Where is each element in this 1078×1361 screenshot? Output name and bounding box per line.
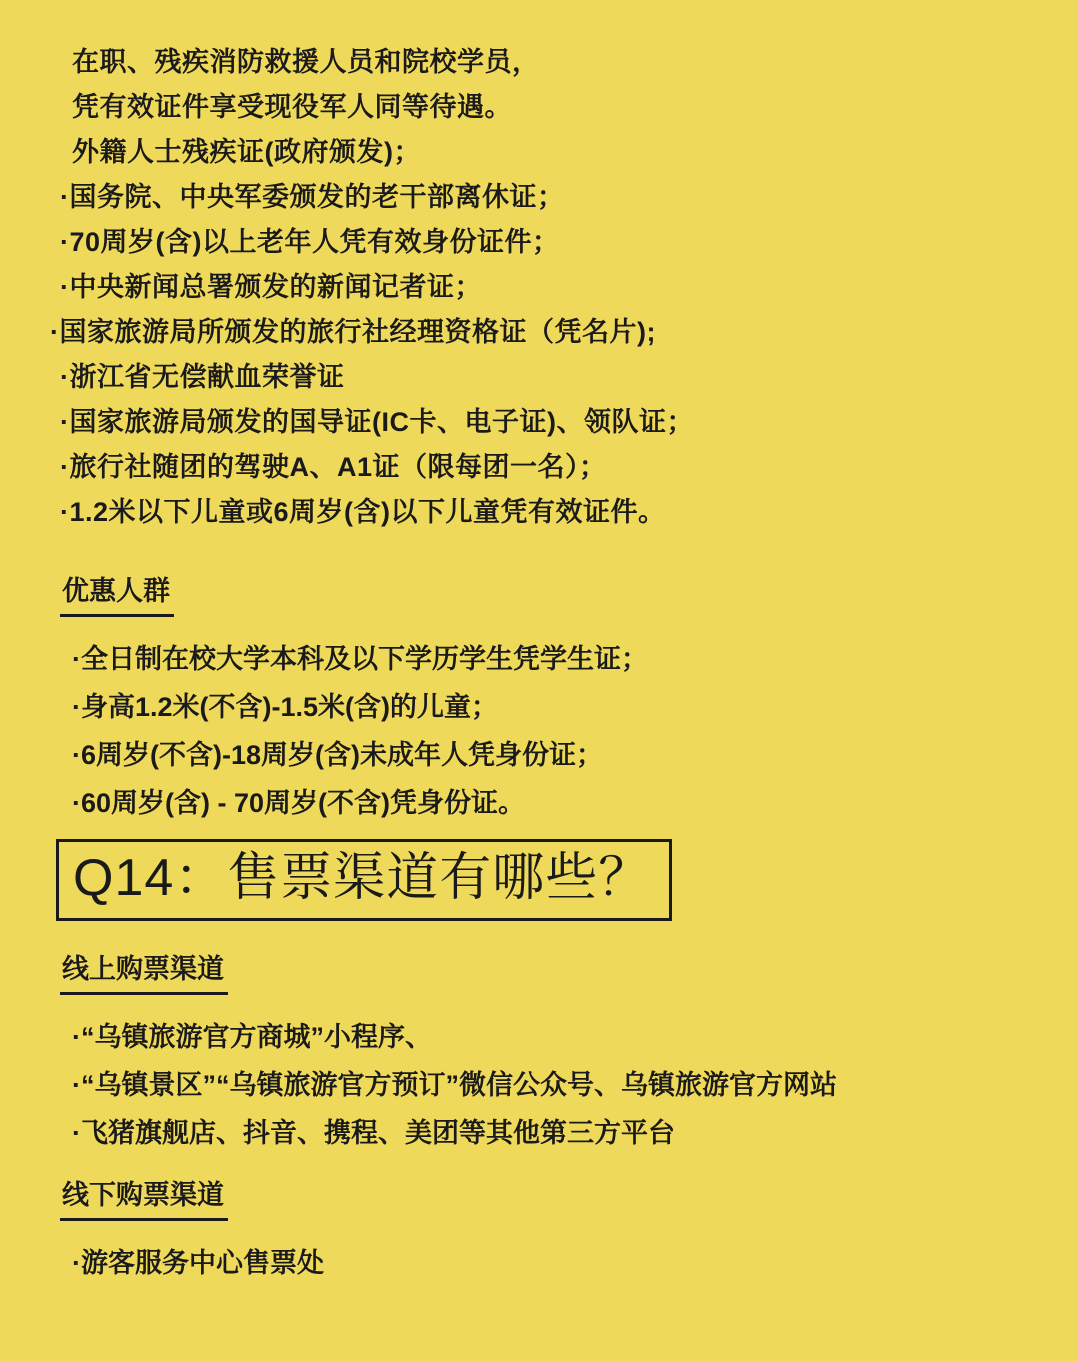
online-channel-list	[50, 1013, 1048, 1157]
free-line: ·浙江省无偿献血荣誉证	[60, 362, 345, 392]
free-line: ·70周岁(含)以上老年人凭有效身份证件；	[60, 227, 560, 257]
question-label: Q14：售票渠道有哪些？	[73, 849, 652, 907]
free-line: 在职、残疾消防救援人员和院校学员，	[72, 47, 540, 77]
free-line: ·旅行社随团的驾驶A、A1证（限每团一名）；	[60, 452, 607, 482]
discount-item: ·身高1.2米(不含)-1.5米(含)的儿童；	[72, 692, 499, 722]
online-channel-item: ·“乌镇景区”“乌镇旅游官方预订”微信公众号、乌镇旅游官方网站	[72, 1070, 837, 1100]
spacer	[50, 995, 1048, 1013]
offline-channel-list	[50, 1239, 1048, 1287]
spacer	[50, 617, 1048, 635]
discount-section-heading: 优惠人群	[60, 571, 174, 617]
discount-item: ·全日制在校大学本科及以下学历学生凭学生证；	[72, 644, 648, 674]
free-line: ·国家旅游局颁发的国导证(IC卡、电子证)、领队证；	[60, 407, 694, 437]
free-line: 外籍人士残疾证(政府颁发)；	[72, 137, 421, 167]
online-channel-item: ·“乌镇旅游官方商城”小程序、	[72, 1022, 432, 1052]
free-line: ·1.2米以下儿童或6周岁(含)以下儿童凭有效证件。	[60, 497, 666, 527]
question-box	[56, 839, 672, 921]
discount-list	[50, 635, 1048, 827]
discount-item: ·60周岁(含) - 70周岁(不含)凭身份证。	[72, 788, 526, 818]
free-line: ·中央新闻总署颁发的新闻记者证；	[60, 272, 482, 302]
free-line: ·国务院、中央军委颁发的老干部离休证；	[60, 182, 565, 212]
spacer	[50, 1221, 1048, 1239]
spacer	[50, 931, 1048, 949]
free-line: 凭有效证件享受现役军人同等待遇。	[72, 92, 512, 122]
online-channel-item: ·飞猪旗舰店、抖音、携程、美团等其他第三方平台	[72, 1118, 675, 1148]
spacer	[50, 1157, 1048, 1175]
online-section-heading: 线上购票渠道	[60, 949, 228, 995]
free-admission-list	[50, 40, 1048, 535]
free-line: ·国家旅游局所颁发的旅行社经理资格证（凭名片);	[50, 317, 656, 347]
offline-channel-item: ·游客服务中心售票处	[72, 1248, 324, 1278]
discount-item: ·6周岁(不含)-18周岁(含)未成年人凭身份证；	[72, 740, 603, 770]
offline-section-heading: 线下购票渠道	[60, 1175, 228, 1221]
spacer	[50, 535, 1048, 571]
